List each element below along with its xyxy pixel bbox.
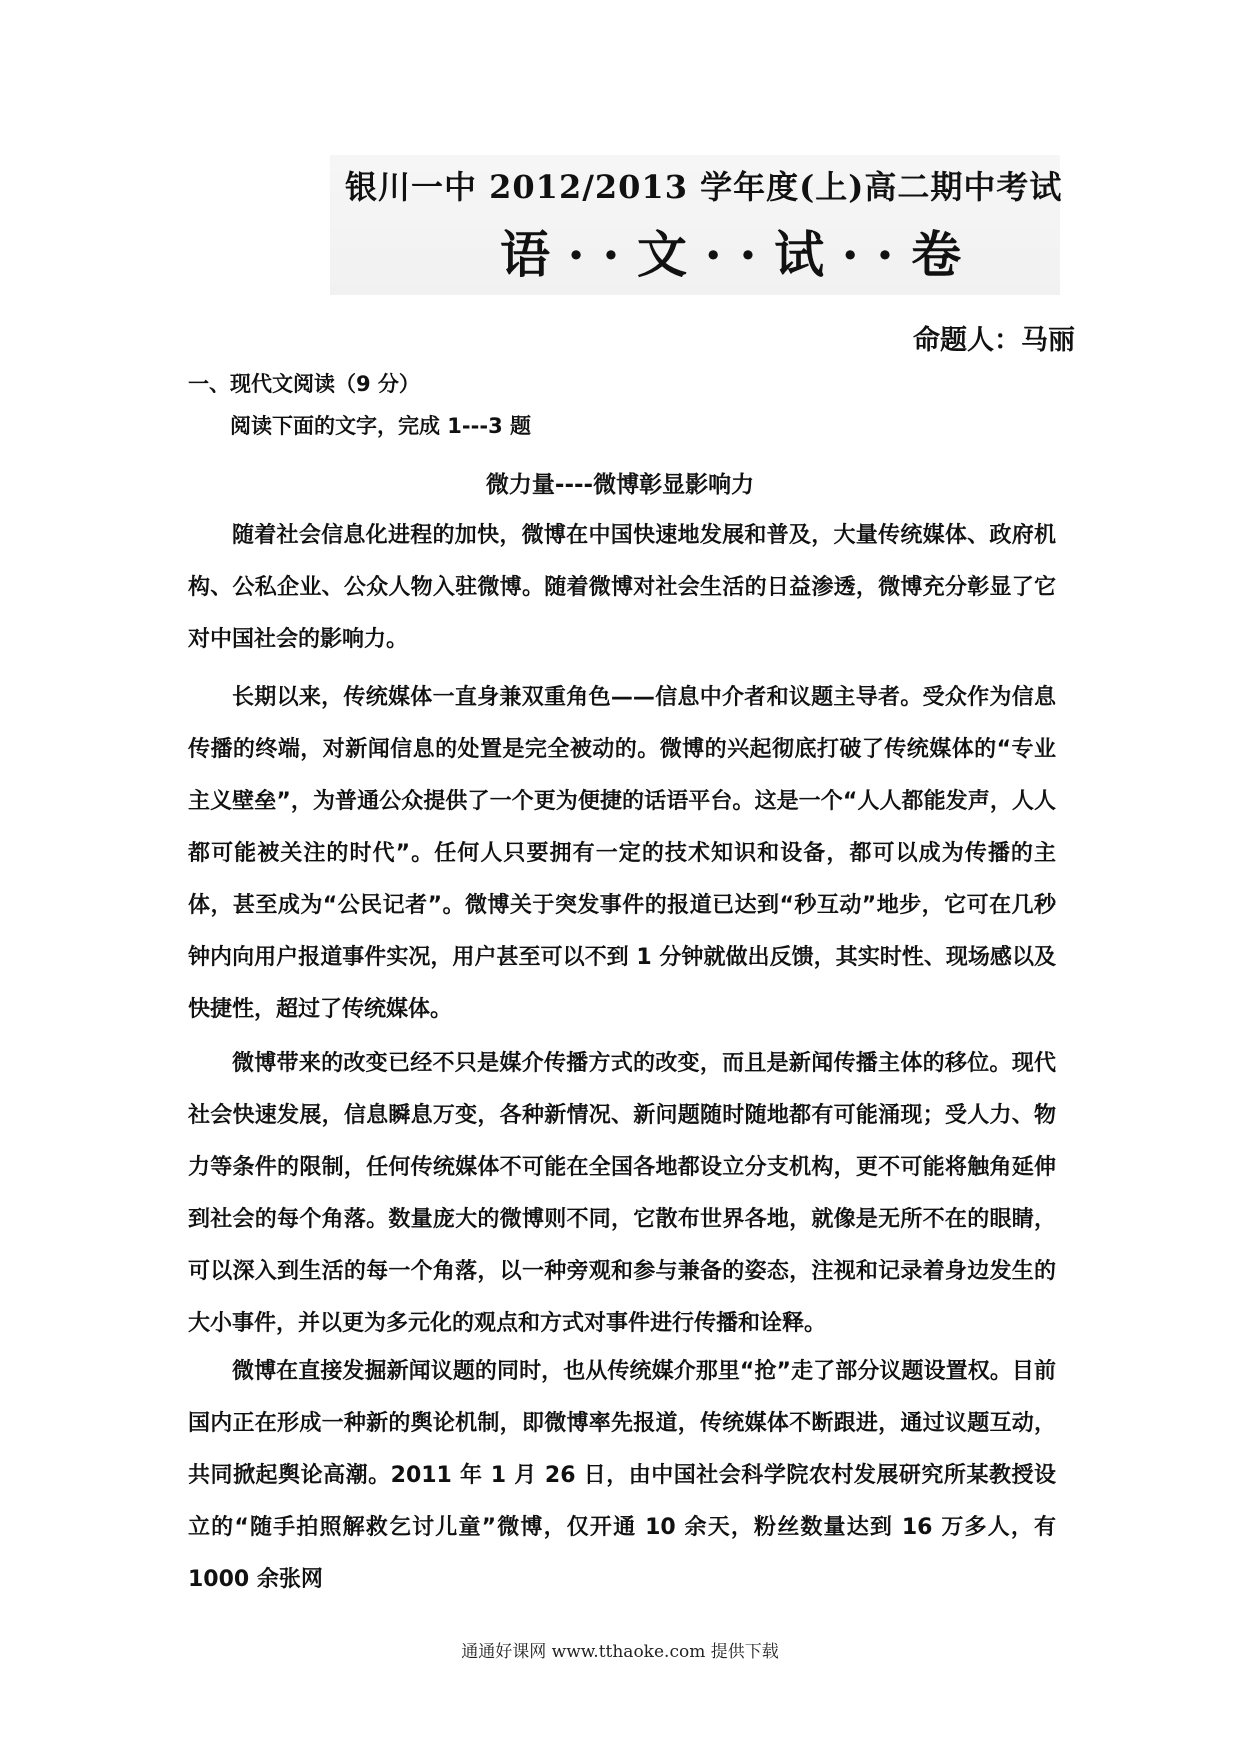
article-paragraph-2: 长期以来，传统媒体一直身兼双重角色——信息中介者和议题主导者。受众作为信息传播的终端，对新闻信息的处置是完全被动的。微博的兴起彻底打破了传统媒体的“专业主义壁垒”，为普通公众提供了一个更为便捷的话语平台。这是一个“人人都能发声，人人都可能被关注的时代”。任何人只要拥有一定的技术知识和设备，都可以成为传播的主体，甚至成为“公民记者”。微博关于突发事件的报道已达到“秒互动”地步，它可在几秒钟内向用户报道事件实况，用户甚至可以不到 1 分钟就做出反馈，其实时性、现场感以及快捷性，超过了传统媒体。 [188, 685, 1056, 1022]
article-title: 微力量----微博彰显影响力 [485, 472, 755, 498]
school-exam-line: 银川一中 2012/2013 学年度(上)高二期中考试 [345, 168, 1063, 206]
article-paragraph-3: 微博带来的改变已经不只是媒介传播方式的改变，而且是新闻传播主体的移位。现代社会快速发展，信息瞬息万变，各种新情况、新问题随时随地都有可能涌现；受人力、物力等条件的限制，任何传统媒体不可能在全国各地都设立分支机构，更不可能将触角延伸到社会的每个角落。数量庞大的微博则不同，它散布世界各地，就像是无所不在的眼睛，可以深入到生活的每一个角落，以一种旁观和参与兼备的姿态，注视和记录着身边发生的大小事件，并以更为多元化的观点和方式对事件进行传播和诠释。 [188, 1051, 1056, 1336]
reading-instruction: 阅读下面的文字，完成 1---3 题 [230, 414, 531, 438]
article-paragraph-4: 微博在直接发掘新闻议题的同时，也从传统媒介那里“抢”走了部分议题设置权。目前国内正在形成一种新的舆论机制，即微博率先报道，传统媒体不断跟进，通过议题互动，共同掀起舆论高潮。2011 年 1 月 26 日，由中国社会科学院农村发展研究所某教授设立的“随手拍照解救乞讨儿童”微博，仅开通 10 余天，粉丝数量达到 16 万多人，有 1000 余张网 [188, 1359, 1056, 1592]
section-heading: 一、现代文阅读（9 分） [188, 372, 420, 396]
page-footer: 通通好课网 www.tthaoke.com 提供下载 [461, 1642, 779, 1662]
article-paragraph-1: 随着社会信息化进程的加快，微博在中国快速地发展和普及，大量传统媒体、政府机构、公私企业、公众人物入驻微博。随着微博对社会生活的日益渗透，微博充分彰显了它对中国社会的影响力。 [188, 523, 1056, 652]
exam-title: 语 · · 文 · · 试 · · 卷 [500, 225, 962, 284]
author-line: 命题人：马丽 [913, 325, 1075, 356]
